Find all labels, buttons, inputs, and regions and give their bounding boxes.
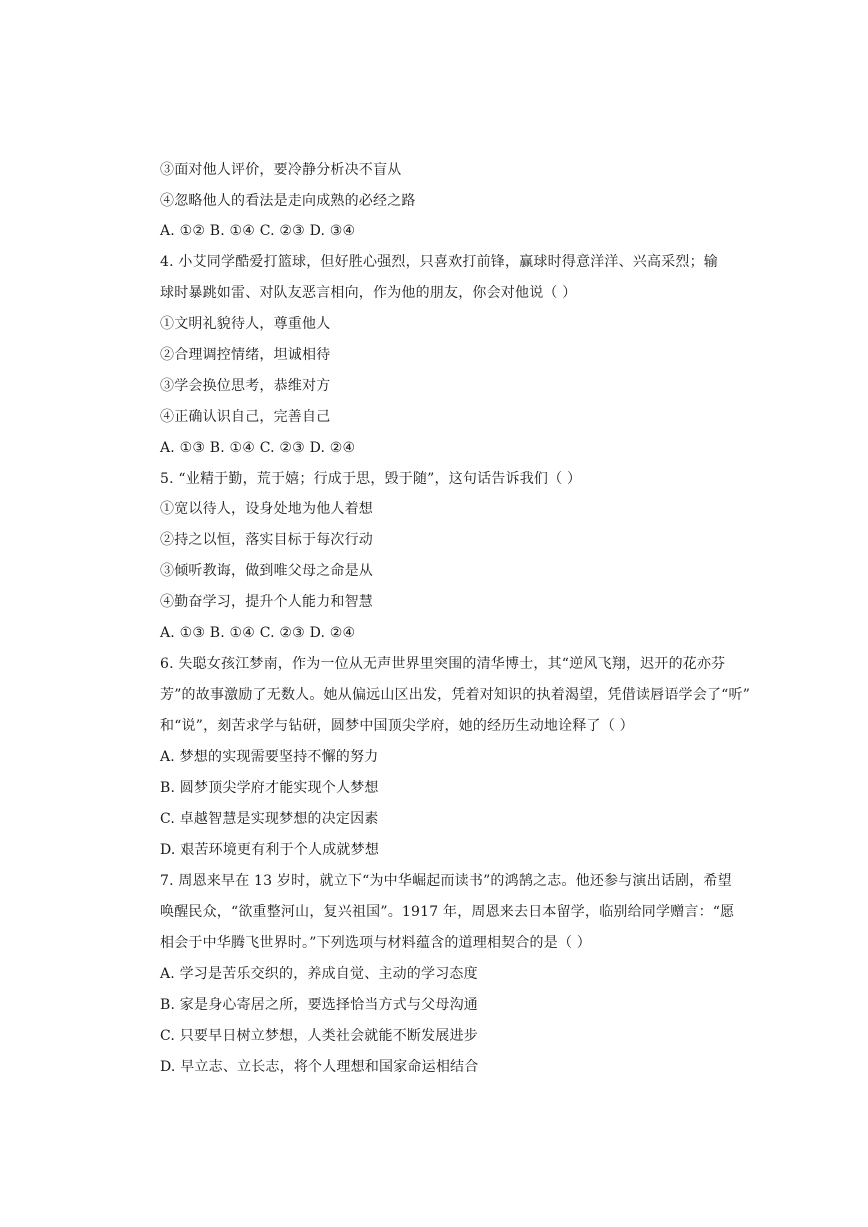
question-6-text: 和“说”，刻苦求学与钻研，圆梦中国顶尖学府，她的经历生动地诠释了（ ） (160, 718, 634, 734)
question-6-text: 6. 失聪女孩江梦南，作为一位从无声世界里突围的清华博士，其“逆风飞翔，迟开的花亦芬 (160, 656, 726, 672)
question-5-text: 5. “业精于勤，荒于嬉；行成于思，毁于随”，这句话告诉我们（ ） (160, 471, 582, 487)
question-6-text: 芳”的故事激励了无数人。她从偏远山区出发，凭着对知识的执着渴望，凭借读唇语学会了“听” (160, 687, 751, 703)
option-line: ②合理调控情绪，坦诚相待 (160, 347, 331, 363)
option-line: C. 卓越智慧是实现梦想的决定因素 (160, 811, 379, 827)
option-line: ③学会换位思考，恭维对方 (160, 378, 331, 394)
answer-choices-line: A. ①③ B. ①④ C. ②③ D. ②④ (160, 440, 356, 456)
answer-choices-line: A. ①② B. ①④ C. ②③ D. ③④ (160, 223, 356, 239)
option-line: ④勤奋学习，提升个人能力和智慧 (160, 594, 373, 610)
option-line: ③倾听教诲，做到唯父母之命是从 (160, 563, 373, 579)
option-line: B. 家是身心寄居之所，要选择恰当方式与父母沟通 (160, 997, 478, 1013)
question-4-text: 球时暴跳如雷、对队友恶言相向，作为他的朋友，你会对他说（ ） (160, 285, 577, 301)
option-line: C. 只要早日树立梦想，人类社会就能不断发展进步 (160, 1028, 478, 1044)
option-line: D. 早立志、立长志，将个人理想和国家命运相结合 (160, 1059, 479, 1075)
option-line: A. 梦想的实现需要坚持不懈的努力 (160, 749, 379, 765)
option-line: B. 圆梦顶尖学府才能实现个人梦想 (160, 780, 379, 796)
question-7-text: 7. 周恩来早在 13 岁时，就立下“为中华崛起而读书”的鸿鹄之志。他还参与演出话剧，希望 (160, 873, 732, 889)
question-4-text: 4. 小艾同学酷爱打篮球，但好胜心强烈，只喜欢打前锋，赢球时得意洋洋、兴高采烈；输 (160, 254, 719, 270)
option-line: D. 艰苦环境更有利于个人成就梦想 (160, 842, 380, 858)
option-line: ④忽略他人的看法是走向成熟的必经之路 (160, 193, 416, 209)
option-line: ①文明礼貌待人，尊重他人 (160, 316, 331, 332)
answer-choices-line: A. ①③ B. ①④ C. ②③ D. ②④ (160, 625, 356, 641)
option-line: ③面对他人评价，要冷静分析决不盲从 (160, 162, 402, 178)
question-7-text: 相会于中华腾飞世界时。”下列选项与材料蕴含的道理相契合的是（ ） (160, 935, 592, 951)
option-line: ②持之以恒，落实目标于每次行动 (160, 532, 373, 548)
option-line: ④正确认识自己，完善自己 (160, 409, 331, 425)
option-line: ①宽以待人，设身处地为他人着想 (160, 501, 373, 517)
question-7-text: 唤醒民众，“欲重整河山，复兴祖国”。1917 年，周恩来去日本留学，临别给同学赠言：“愿 (160, 904, 735, 920)
option-line: A. 学习是苦乐交织的，养成自觉、主动的学习态度 (160, 966, 478, 982)
